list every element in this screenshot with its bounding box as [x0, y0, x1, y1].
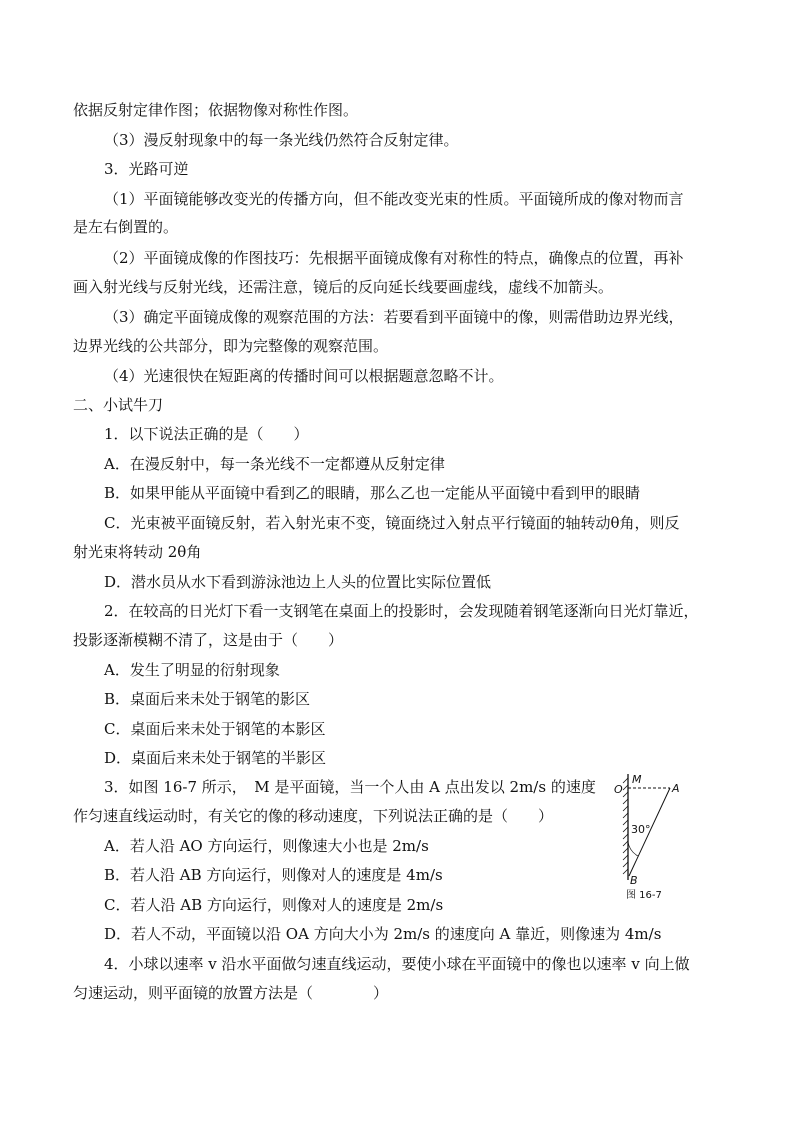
- text-line: （3）确定平面镜成像的观察范围的方法：若要看到平面镜中的像，则需借助边界光线，: [104, 308, 684, 326]
- text-line: （4）光速很快在短距离的传播时间可以根据题意忽略不计。: [104, 367, 504, 385]
- label-b: B: [630, 874, 638, 887]
- question-2: 2．在较高的日光灯下看一支钢笔在桌面上的投影时，会发现随着钢笔逐渐向日光灯靠近，: [104, 602, 699, 620]
- text-line: 依据反射定律作图；依据物像对称性作图。: [73, 101, 359, 119]
- option-2a: A．发生了明显的衍射现象: [104, 661, 280, 679]
- angle-label: 30°: [631, 823, 651, 836]
- option-3d: D．若人不动，平面镜以沿 OA 方向大小为 2m/s 的速度向 A 靠近，则像速为 4m/s: [104, 925, 662, 943]
- option-2b: B．桌面后来未处于钢笔的影区: [104, 690, 311, 708]
- option-1c: C．光束被平面镜反射，若入射光束不变，镜面绕过入射点平行镜面的轴转动θ角，则反: [104, 514, 680, 532]
- option-3c: C．若人沿 AB 方向运行，则像对人的速度是 2m/s: [104, 896, 444, 914]
- text-line: 画入射光线与反射光线，还需注意，镜后的反向延长线要画虚线，虚线不加箭头。: [73, 278, 614, 296]
- figure-16-7: [614, 772, 700, 904]
- question-3-cont: 作匀速直线运动时，有关它的像的移动速度，下列说法正确的是（ ）: [73, 807, 554, 825]
- option-1b: B．如果甲能从平面镜中看到乙的眼睛，那么乙也一定能从平面镜中看到甲的眼睛: [104, 484, 641, 502]
- question-1: 1．以下说法正确的是（ ）: [104, 425, 309, 443]
- text-line: （1）平面镜能够改变光的传播方向，但不能改变光束的性质。平面镜所成的像对物而言: [104, 190, 684, 208]
- text-line: 是左右倒置的。: [73, 218, 179, 236]
- option-1d: D．潜水员从水下看到游泳池边上人头的位置比实际位置低: [104, 573, 492, 591]
- question-2-cont: 投影逐渐模糊不清了，这是由于（ ）: [73, 631, 344, 649]
- option-1a: A．在漫反射中，每一条光线不一定都遵从反射定律: [104, 455, 445, 473]
- text-line: 3．光路可逆: [104, 160, 189, 178]
- option-3b: B．若人沿 AB 方向运行，则像对人的速度是 4m/s: [104, 866, 443, 884]
- option-3a: A．若人沿 AO 方向运行，则像速大小也是 2m/s: [104, 837, 429, 855]
- mirror-diagram: [614, 772, 700, 904]
- question-3: 3．如图 16-7 所示， M 是平面镜，当一个人由 A 点出发以 2m/s 的速度: [104, 778, 596, 796]
- label-a: A: [672, 782, 680, 795]
- option-2d: D．桌面后来未处于钢笔的半影区: [104, 749, 327, 767]
- option-1c-cont: 射光束将转动 2θ角: [73, 543, 202, 561]
- text-line: 边界光线的公共部分，即为完整像的观察范围。: [73, 337, 389, 355]
- label-o: O: [614, 783, 623, 796]
- text-line: （3）漫反射现象中的每一条光线仍然符合反射定律。: [104, 131, 459, 149]
- section-heading: 二、小试牛刀: [73, 396, 164, 414]
- label-m: M: [632, 773, 642, 786]
- figure-caption: 图 16-7: [626, 890, 662, 901]
- text-line: （2）平面镜成像的作图技巧：先根据平面镜成像有对称性的特点，确像点的位置，再补: [104, 249, 684, 267]
- option-2c: C．桌面后来未处于钢笔的本影区: [104, 720, 326, 738]
- question-4-cont: 匀速运动，则平面镜的放置方法是（ ）: [73, 984, 389, 1002]
- question-4: 4．小球以速率 v 沿水平面做匀速直线运动，要使小球在平面镜中的像也以速率 v 向上做: [104, 955, 690, 973]
